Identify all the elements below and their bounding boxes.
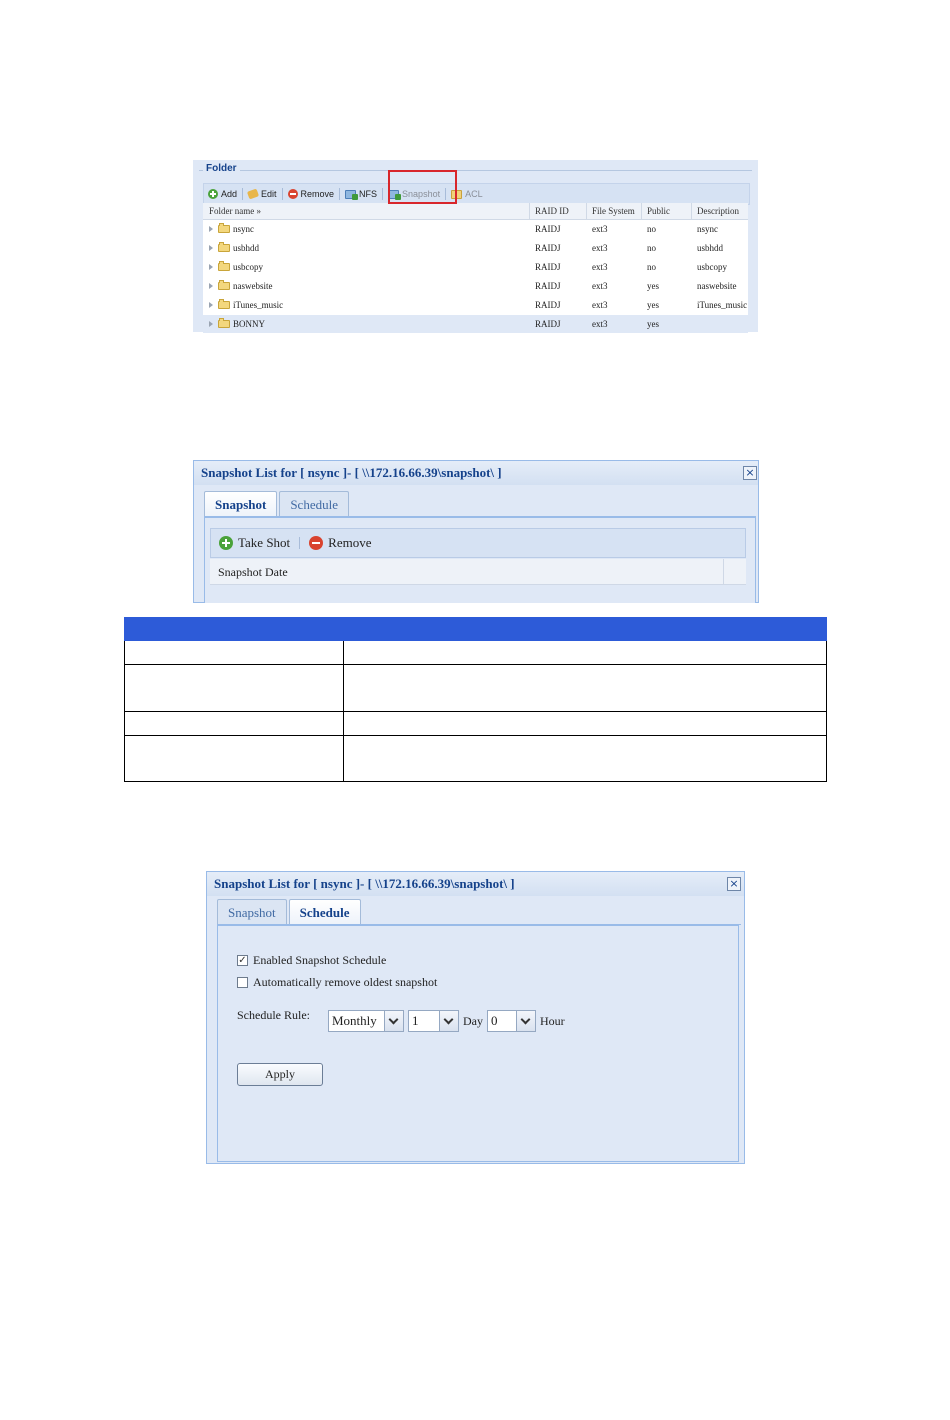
- table-header-row: [125, 618, 827, 641]
- tab-strip: [217, 899, 741, 925]
- table-cell: [344, 736, 827, 782]
- public-cell: no: [647, 243, 656, 253]
- expand-arrow-icon[interactable]: [209, 245, 213, 251]
- remove-label: Remove: [300, 189, 335, 199]
- raid-cell: RAIDJ: [535, 262, 561, 272]
- auto-remove-checkbox[interactable]: [237, 977, 248, 988]
- table-row[interactable]: [203, 258, 748, 277]
- raid-cell: RAIDJ: [535, 243, 561, 253]
- edit-label: Edit: [261, 189, 277, 199]
- snapshot-toolbar: [210, 528, 746, 558]
- tab-snapshot[interactable]: Snapshot: [204, 491, 277, 516]
- description-cell: naswebsite: [697, 281, 737, 291]
- auto-remove-row[interactable]: [237, 975, 437, 990]
- column-folder-name[interactable]: Folder name »: [203, 203, 530, 219]
- folder-name: usbhdd: [233, 243, 260, 253]
- toolbar-separator: [242, 188, 243, 200]
- raid-cell: RAIDJ: [535, 319, 561, 329]
- enabled-schedule-label: Enabled Snapshot Schedule: [253, 953, 387, 967]
- acl-label: ACL: [465, 189, 483, 199]
- dialog-title: Snapshot List for [ nsync ]- [ \\172.16.66.39\snapshot\ ]: [207, 872, 744, 896]
- toolbar-separator: [339, 188, 340, 200]
- expand-arrow-icon[interactable]: [209, 321, 213, 327]
- hour-select[interactable]: [487, 1010, 536, 1032]
- public-cell: yes: [647, 319, 659, 329]
- expand-arrow-icon[interactable]: [209, 283, 213, 289]
- hour-label: Hour: [540, 1013, 565, 1028]
- snapshot-highlight-box: [388, 170, 457, 204]
- nfs-label: NFS: [359, 189, 378, 199]
- remove-icon: [309, 536, 323, 550]
- day-label: Day: [463, 1013, 483, 1028]
- table-row: [125, 712, 827, 736]
- nfs-icon: [345, 190, 356, 199]
- legend-line: [199, 170, 752, 171]
- table-row: [125, 736, 827, 782]
- description-cell: iTunes_music: [697, 300, 748, 310]
- table-cell: [344, 641, 827, 665]
- schedule-rule-controls: [328, 1010, 565, 1032]
- chevron-down-icon[interactable]: [439, 1011, 458, 1031]
- tab-schedule[interactable]: Schedule: [289, 899, 361, 924]
- table-header: [125, 618, 827, 641]
- column-file-system[interactable]: File System: [587, 203, 642, 219]
- auto-remove-label: Automatically remove oldest snapshot: [253, 975, 438, 989]
- take-shot-button[interactable]: [211, 534, 298, 552]
- remove-snapshot-label: Remove: [328, 535, 372, 550]
- add-icon: [219, 536, 233, 550]
- column-raid-id[interactable]: RAID ID: [530, 203, 587, 219]
- raid-cell: RAIDJ: [535, 224, 561, 234]
- folder-name: iTunes_music: [233, 300, 284, 310]
- folder-panel: [193, 160, 758, 332]
- column-description[interactable]: Description: [697, 206, 739, 216]
- table-cell: [125, 736, 344, 782]
- close-icon[interactable]: ×: [743, 466, 757, 480]
- table-row[interactable]: [203, 315, 748, 334]
- dialog-title: Snapshot List for [ nsync ]- [ \\172.16.66.39\snapshot\ ]: [194, 461, 758, 485]
- schedule-rule-label: Schedule Rule:: [237, 1008, 310, 1022]
- table-row[interactable]: [203, 220, 748, 239]
- snapshot-date-label: Snapshot Date: [218, 565, 288, 579]
- folder-name: usbcopy: [233, 262, 263, 272]
- day-select[interactable]: [408, 1010, 459, 1032]
- fs-cell: ext3: [592, 319, 608, 329]
- folder-name: naswebsite: [233, 281, 273, 291]
- folder-name: nsync: [233, 224, 254, 234]
- folder-toolbar: [203, 183, 750, 205]
- expand-arrow-icon[interactable]: [209, 226, 213, 232]
- snapshot-label: Snapshot: [402, 189, 441, 199]
- expand-arrow-icon[interactable]: [209, 264, 213, 270]
- snapshot-schedule-dialog: [206, 871, 745, 1164]
- table-row[interactable]: [203, 296, 748, 315]
- tab-schedule[interactable]: Schedule: [279, 491, 349, 516]
- edit-icon: [247, 189, 259, 200]
- take-shot-label: Take Shot: [238, 535, 291, 550]
- tab-strip: [204, 491, 756, 517]
- description-cell: usbhdd: [697, 243, 724, 253]
- column-public[interactable]: Public: [642, 203, 692, 219]
- folder-grid: [203, 203, 748, 334]
- public-cell: yes: [647, 281, 659, 291]
- add-icon: [208, 189, 218, 199]
- fs-cell: ext3: [592, 224, 608, 234]
- add-label: Add: [221, 189, 238, 199]
- public-cell: no: [647, 224, 656, 234]
- enabled-schedule-row[interactable]: [237, 953, 386, 968]
- folder-icon: [218, 225, 230, 233]
- table-cell: [344, 665, 827, 712]
- public-cell: no: [647, 262, 656, 272]
- description-table: [124, 617, 827, 782]
- snapshot-date-column[interactable]: [210, 559, 746, 585]
- fs-cell: ext3: [592, 300, 608, 310]
- schedule-panel: [217, 925, 739, 1162]
- table-row[interactable]: [203, 239, 748, 258]
- folder-icon: [218, 244, 230, 252]
- folder-icon: [218, 282, 230, 290]
- folder-legend: Folder: [203, 163, 240, 174]
- period-select[interactable]: [328, 1010, 404, 1032]
- raid-cell: RAIDJ: [535, 300, 561, 310]
- edit-button[interactable]: [244, 185, 281, 203]
- fs-cell: ext3: [592, 262, 608, 272]
- chevron-down-icon[interactable]: [516, 1011, 535, 1031]
- remove-button[interactable]: [284, 185, 339, 203]
- fs-cell: ext3: [592, 281, 608, 291]
- table-row[interactable]: [203, 277, 748, 296]
- table-cell: [344, 712, 827, 736]
- period-value: Monthly: [332, 1013, 377, 1028]
- table-row: [125, 665, 827, 712]
- fs-cell: ext3: [592, 243, 608, 253]
- expand-arrow-icon[interactable]: [209, 302, 213, 308]
- day-value: 1: [412, 1013, 419, 1028]
- apply-button[interactable]: Apply: [237, 1063, 323, 1086]
- table-row: [125, 641, 827, 665]
- hour-value: 0: [491, 1013, 498, 1028]
- snapshot-list-dialog: [193, 460, 759, 603]
- close-icon[interactable]: ×: [727, 877, 741, 891]
- description-cell: nsync: [697, 224, 718, 234]
- chevron-down-icon[interactable]: [384, 1011, 403, 1031]
- enabled-schedule-checkbox[interactable]: ✓: [238, 955, 247, 966]
- description-cell: usbcopy: [697, 262, 727, 272]
- remove-icon: [288, 189, 298, 199]
- folder-name: BONNY: [233, 319, 266, 329]
- toolbar-separator: [299, 537, 300, 549]
- toolbar-separator: [282, 188, 283, 200]
- grid-header: [203, 203, 748, 220]
- folder-icon: [218, 263, 230, 271]
- add-button[interactable]: [204, 185, 241, 203]
- scroll-column: [723, 559, 746, 585]
- toolbar-separator: [382, 188, 383, 200]
- table-cell: [125, 641, 344, 665]
- table-cell: [125, 712, 344, 736]
- tab-snapshot[interactable]: Snapshot: [217, 899, 287, 924]
- raid-cell: RAIDJ: [535, 281, 561, 291]
- nfs-button[interactable]: [341, 185, 381, 203]
- folder-icon: [218, 301, 230, 309]
- folder-icon: [218, 320, 230, 328]
- remove-snapshot-button[interactable]: [301, 534, 379, 552]
- public-cell: yes: [647, 300, 659, 310]
- table-cell: [125, 665, 344, 712]
